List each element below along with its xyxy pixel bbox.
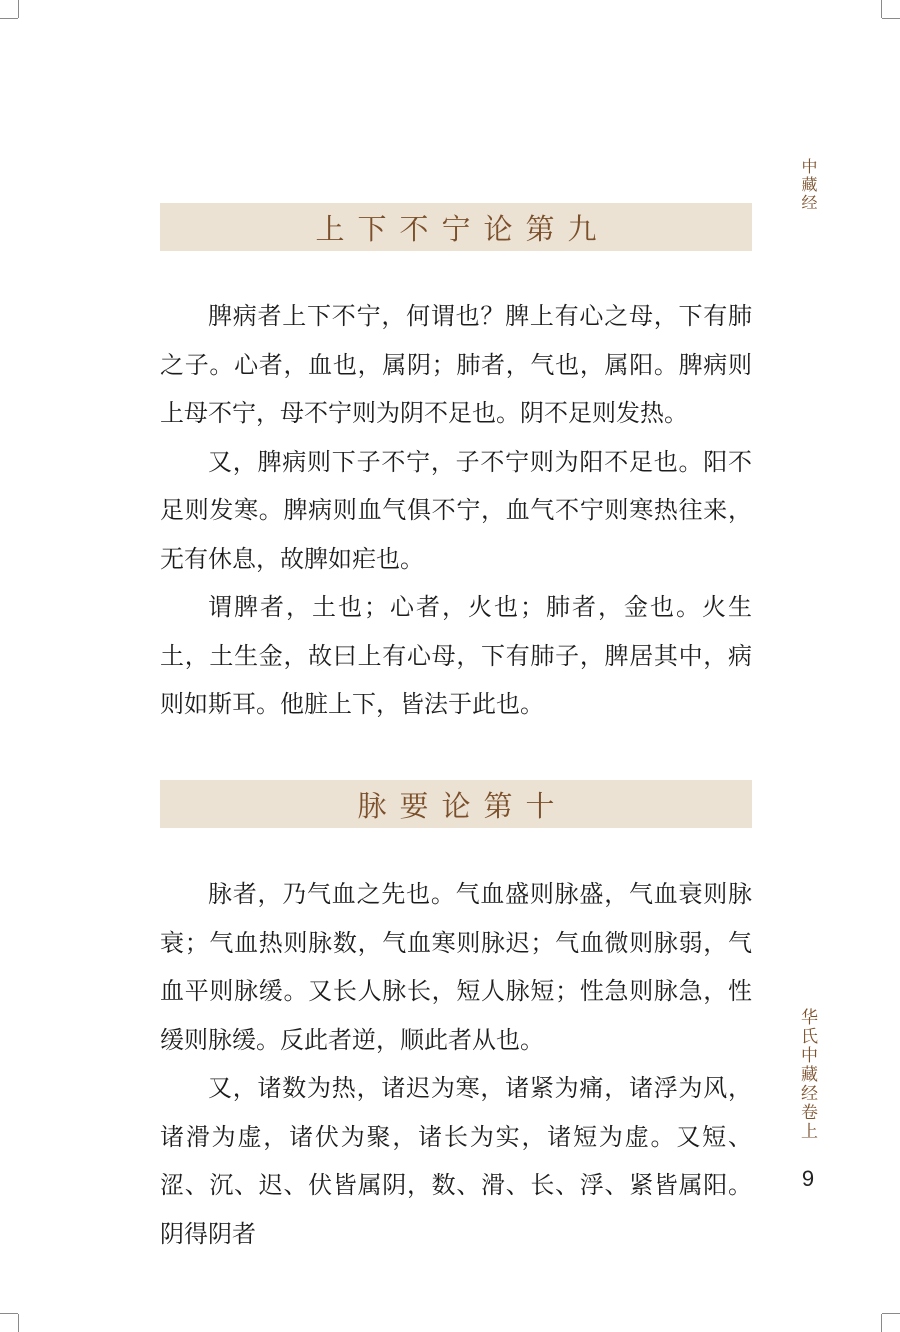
crop-mark [18, 1314, 19, 1332]
paragraph: 又，脾病则下子不宁，子不宁则为阳不足也。阳不足则发寒。脾病则血气俱不宁，血气不宁则寒热往来，无有休息，故脾如疟也。 [160, 447, 752, 573]
crop-mark [881, 1314, 882, 1332]
crop-mark [881, 0, 882, 18]
running-head-book-title: 中藏经 [799, 158, 818, 212]
section-title: 上下不宁论第九 [315, 211, 610, 246]
paragraph: 脾病者上下不宁，何谓也？脾上有心之母，下有肺之子。心者，血也，属阴；肺者，气也，属阳。脾病则上母不宁，母不宁则为阴不足也。阴不足则发热。 [160, 302, 752, 427]
section-title: 脉要论第十 [357, 788, 568, 823]
crop-mark [882, 1313, 900, 1314]
section-heading-band [160, 780, 752, 828]
section-body [160, 292, 752, 729]
crop-mark [18, 0, 19, 18]
crop-mark [882, 18, 900, 19]
crop-mark [0, 1313, 18, 1314]
crop-mark [0, 18, 18, 19]
paragraph: 脉者，乃气血之先也。气血盛则脉盛，气血衰则脉衰；气血热则脉数，气血寒则脉迟；气血微则脉弱，气血平则脉缓。又长人脉长，短人脉短；性急则脉急，性缓则脉缓。反此者逆，顺此者从也。 [160, 880, 752, 1054]
paragraph: 谓脾者，土也；心者，火也；肺者，金也。火生土，土生金，故曰上有心母，下有肺子，脾居其中，病则如斯耳。他脏上下，皆法于此也。 [160, 593, 752, 718]
page-number: 9 [801, 1166, 815, 1191]
paragraph: 又，诸数为热，诸迟为寒，诸紧为痛，诸浮为风，诸滑为虚，诸伏为聚，诸长为实，诸短为虚。又短、涩、沉、迟、伏皆属阴，数、滑、长、浮、紧皆属阳。阴得阴者 [160, 1074, 752, 1248]
section-body [160, 870, 752, 1258]
section-heading-band [160, 203, 752, 251]
running-head-volume: 华氏中藏经卷上 [797, 1008, 817, 1141]
